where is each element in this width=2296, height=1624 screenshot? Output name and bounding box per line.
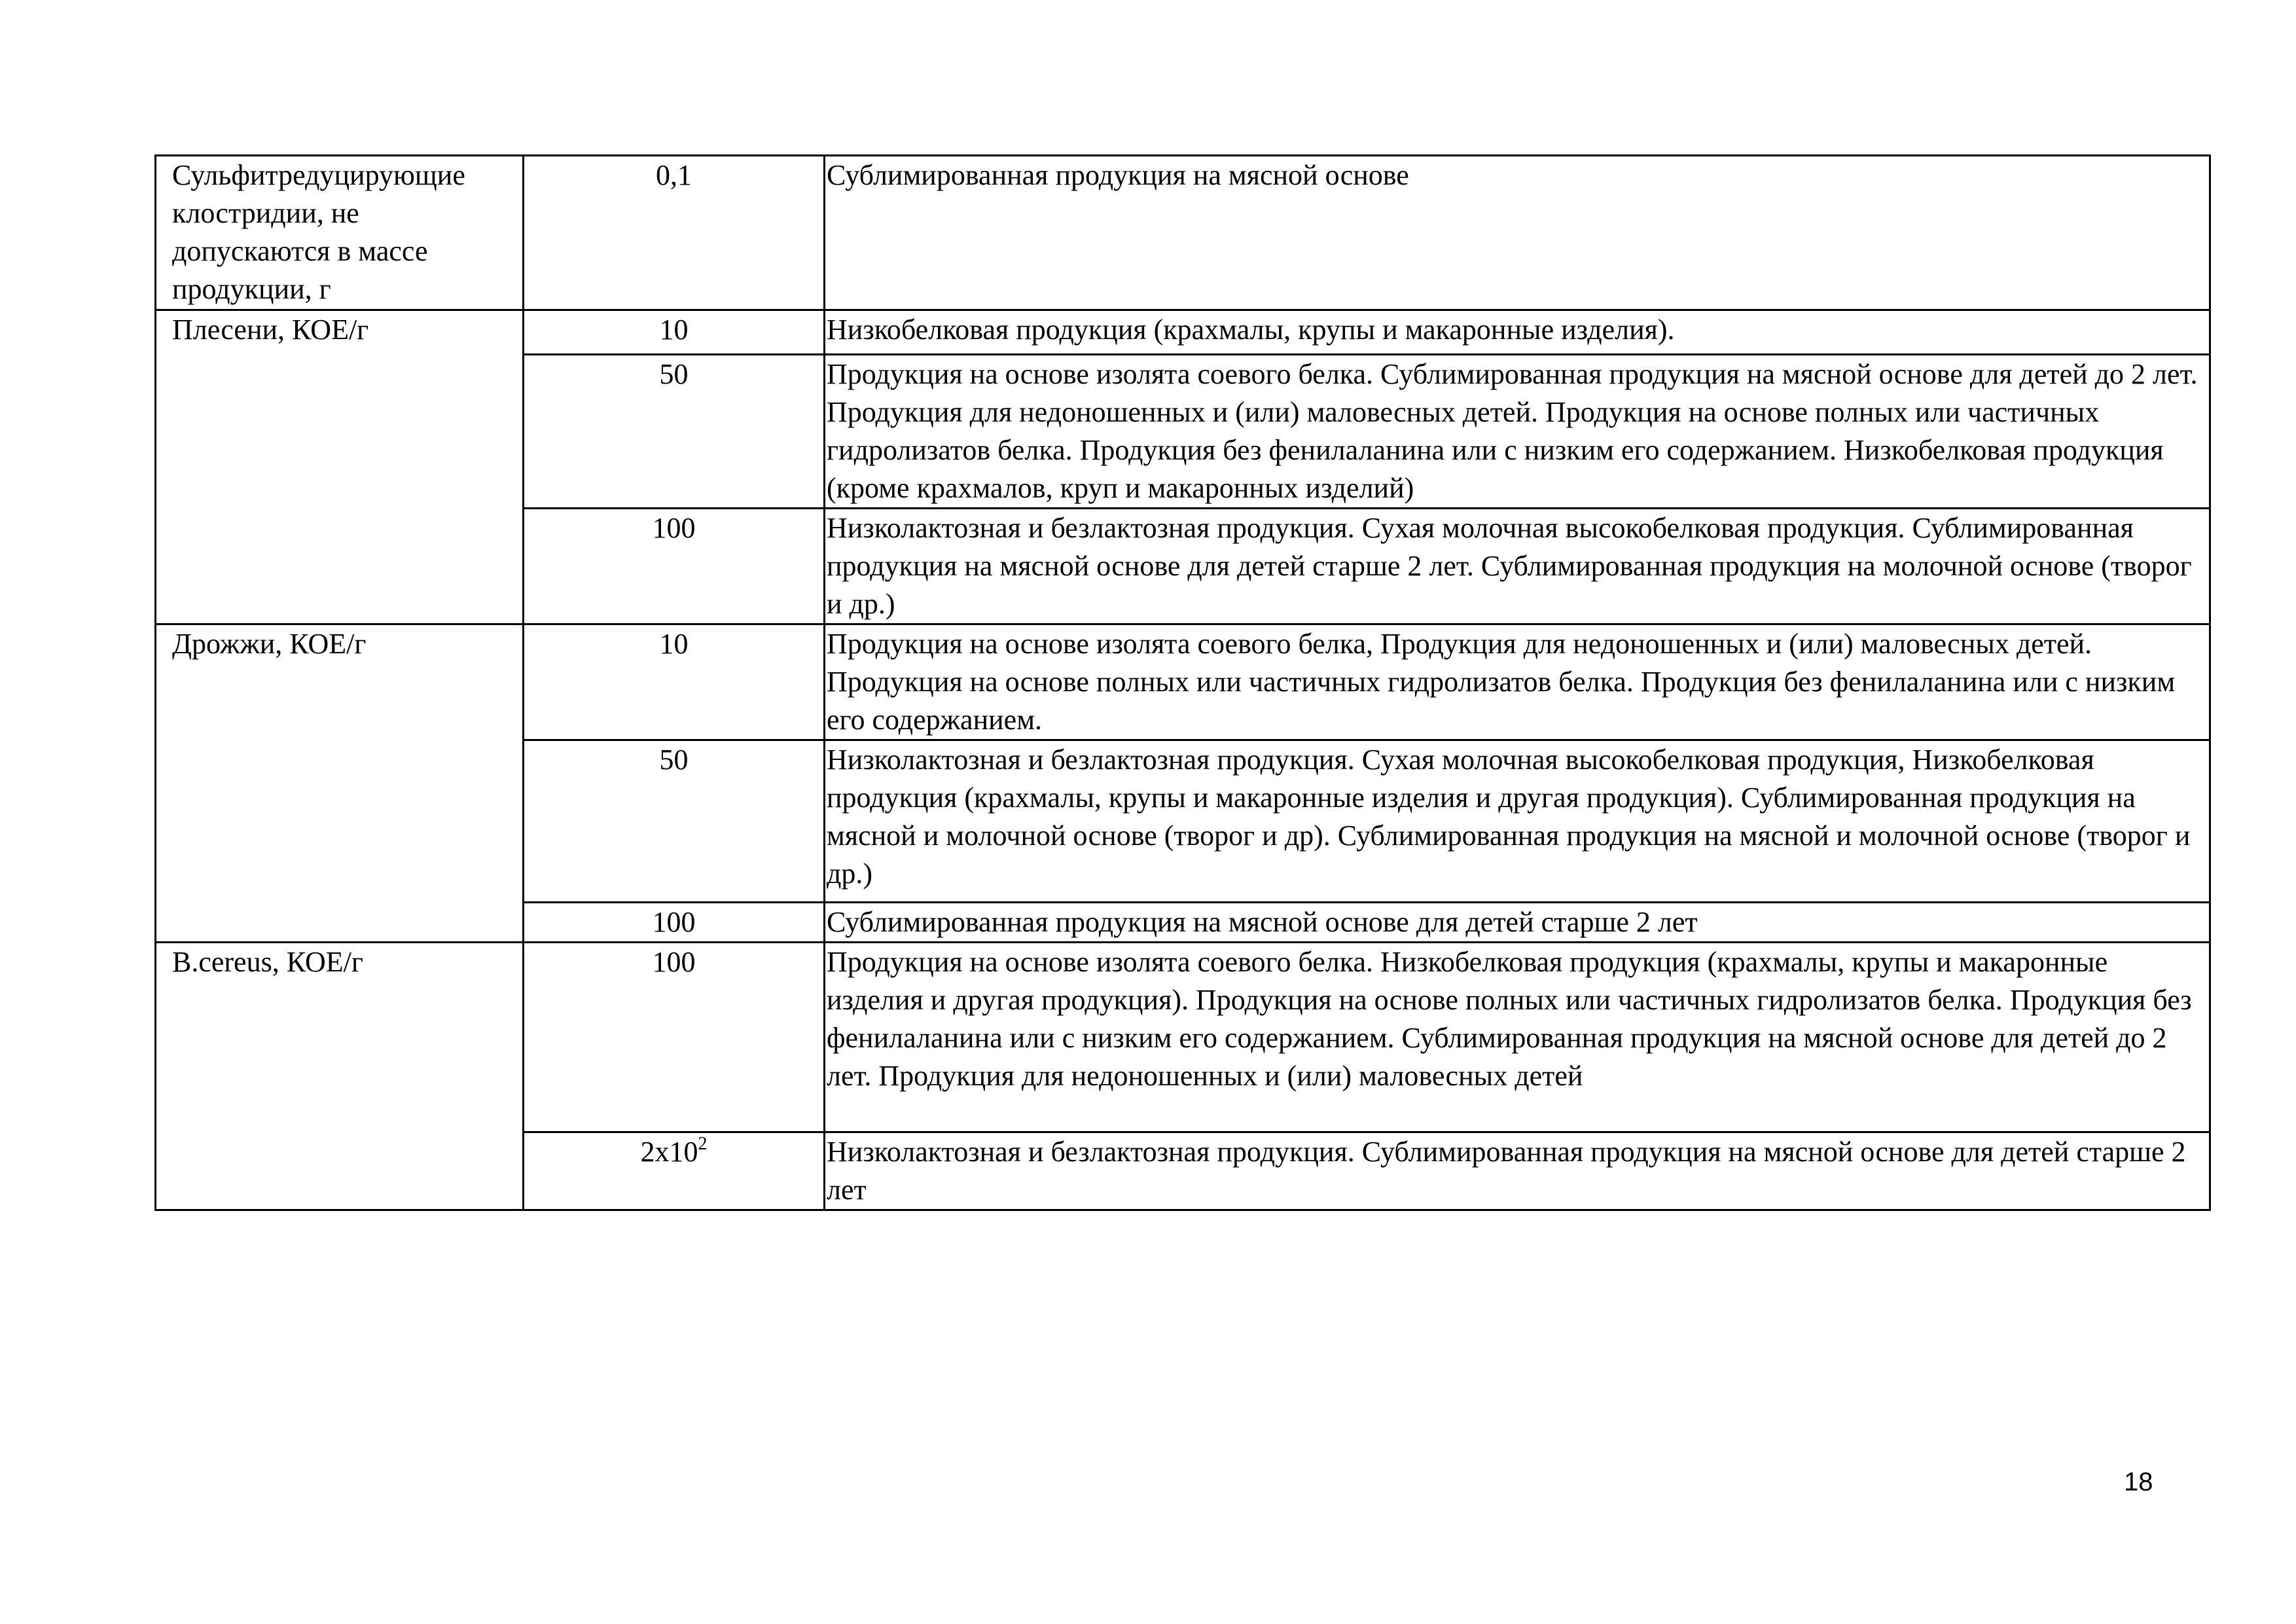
product-description-cell: Продукция на основе изолята соевого белка. Низкобелковая продукция (крахмалы, крупы и макаронные изделия и другая продукция). Продукция на основе полных или частичных гидролизатов белка. Продукция без фенилаланина или с низким его содержанием. Сублимированная продукция на мясной основе для детей до 2 лет. Продукция для недоношенных и (или) маловесных детей (825, 943, 2210, 1132)
norm-cell: 100 (524, 903, 825, 943)
table-row (156, 310, 2210, 355)
norm-cell: 100 (524, 943, 825, 1132)
indicator-cell: Плесени, КОЕ/г (156, 310, 524, 624)
product-description-cell: Низколактозная и безлактозная продукция. Сухая молочная высокобелковая продукция. Сублимированная продукция на мясной основе для детей старше 2 лет. Сублимированная продукция на молочной основе (творог и др.) (825, 509, 2210, 624)
product-description-cell: Сублимированная продукция на мясной основе для детей старше 2 лет (825, 903, 2210, 943)
norm-base: 2x10 (640, 1136, 698, 1168)
norm-cell: 100 (524, 509, 825, 624)
indicator-cell: Дрожжи, КОЕ/г (156, 624, 524, 943)
table-row (156, 624, 2210, 740)
indicator-cell: Сульфитредуцирующие клостридии, не допускаются в массе продукции, г (156, 156, 524, 310)
product-description-cell: Низкобелковая продукция (крахмалы, крупы и макаронные изделия). (825, 310, 2210, 355)
norm-cell (524, 1132, 825, 1210)
norm-cell: 10 (524, 624, 825, 740)
norm-value (641, 1136, 708, 1168)
product-description-cell: Продукция на основе изолята соевого белка, Продукция для недоношенных и (или) маловесных детей. Продукция на основе полных или частичных гидролизатов белка. Продукция без фенилаланина или с низким его содержанием. (825, 624, 2210, 740)
norm-cell: 10 (524, 310, 825, 355)
norm-cell: 0,1 (524, 156, 825, 310)
microbiology-norms-table (154, 154, 2211, 1211)
table-row (156, 943, 2210, 1132)
product-description-cell: Низколактозная и безлактозная продукция. Сухая молочная высокобелковая продукция, Низкобелковая продукция (крахмалы, крупы и макаронные изделия и другая продукция). Сублимированная продукция на мясной и молочной основе (творог и др). Сублимированная продукция на мясной и молочной основе (творог и др.) (825, 740, 2210, 903)
product-description-cell: Продукция на основе изолята соевого белка. Сублимированная продукция на мясной основе для детей до 2 лет. Продукция для недоношенных и (или) маловесных детей. Продукция на основе полных или частичных гидролизатов белка. Продукция без фенилаланина или с низким его содержанием. Низкобелковая продукция (кроме крахмалов, круп и макаронных изделий) (825, 355, 2210, 509)
page-number: 18 (2124, 1468, 2153, 1496)
norm-cell: 50 (524, 355, 825, 509)
indicator-cell: B.cereus, КОЕ/г (156, 943, 524, 1210)
product-description-cell: Низколактозная и безлактозная продукция. Сублимированная продукция на мясной основе для детей старше 2 лет (825, 1132, 2210, 1210)
norm-exponent: 2 (698, 1134, 708, 1154)
norm-cell: 50 (524, 740, 825, 903)
table-row (156, 156, 2210, 310)
product-description-cell: Сублимированная продукция на мясной основе (825, 156, 2210, 310)
